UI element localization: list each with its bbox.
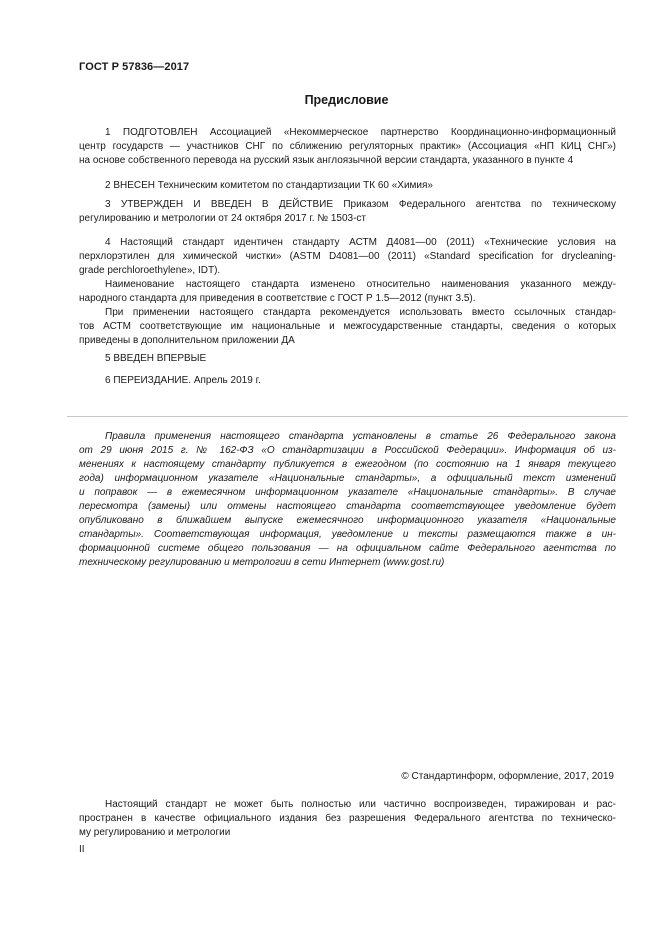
reproduction-line: Настоящий стандарт не может быть полностью или частично воспроизведен, тиражирован и рас- (105, 799, 616, 810)
item-line: 1 ПОДГОТОВЛЕН Ассоциацией «Некоммерческое партнерство Координационно-информационный (105, 127, 616, 138)
foreword-item-4 (79, 236, 616, 348)
page-title (0, 93, 661, 107)
reproduction-notice (79, 798, 616, 840)
item-line: центр государств — участников СНГ по сближению регуляторных практик» (Ассоциация «НП КИЦ СНГ») (79, 141, 616, 152)
notice-line: стандарты». Соответствующая информация, уведомление и тексты размещаются также в ин- (79, 529, 616, 540)
item-line: на основе собственного перевода на русский язык англоязычной версии стандарта, указанного в пункте 4 (79, 155, 574, 166)
notice-line: формационной системе общего пользования — на официальном сайте Федерального агентства по (79, 543, 616, 554)
notice-line: опубликовано в ближайшем выпуске ежемесячного информационного указателя «Национальные (79, 515, 616, 526)
item-line: приведены в дополнительном приложении ДА (79, 335, 295, 346)
standard-number: ГОСТ Р 57836—2017 (79, 61, 190, 73)
item-line: grade perchloroethylene», IDT). (79, 265, 221, 276)
item-line: Наименование настоящего стандарта изменено относительно наименования указанного между- (105, 279, 616, 290)
notice-line: менениях к настоящему стандарту публикуется в ежегодном (по состоянию на 1 января текущего (79, 459, 616, 470)
item-line: 4 Настоящий стандарт идентичен стандарту АСТМ Д4081—00 (2011) «Технические условия на (105, 237, 616, 248)
notice-line: от 29 июня 2015 г. № 162-ФЗ «О стандартизации в Российской Федерации». Информация об из- (79, 445, 616, 456)
item-line: При применении настоящего стандарта рекомендуется использовать вместо ссылочных стандар- (105, 307, 616, 318)
item-line: 3 УТВЕРЖДЕН И ВВЕДЕН В ДЕЙСТВИЕ Приказом Федерального агентства по техническому (105, 199, 616, 210)
notice-line: Правила применения настоящего стандарта установлены в статье 26 Федерального закона (105, 431, 616, 442)
page-number: II (79, 844, 85, 855)
notice-line: и поправок — в ежемесячном информационном указателе «Национальные стандарты». В случае (79, 487, 616, 498)
item-line: тов АСТМ соответствующие им национальные и межгосударственные стандарты, сведения о которых (79, 321, 616, 332)
foreword-item-5 (79, 352, 616, 366)
separator-rule (67, 416, 628, 417)
copyright: © Стандартинформ, оформление, 2017, 2019 (401, 771, 614, 782)
item-line: регулированию и метрологии от 24 октября 2017 г. № 1503-ст (79, 213, 366, 224)
item-line: народного стандарта для приведения в соответствие с ГОСТ Р 1.5—2012 (пункт 3.5). (79, 293, 476, 304)
page-title-text: Предисловие (304, 93, 389, 107)
item-line: перхлорэтилен для химической чистки» (ASTM D4081—00 (2011) «Standard specification for drycleaning- (79, 251, 616, 262)
foreword-item-2 (79, 179, 616, 193)
item-line: 6 ПЕРЕИЗДАНИЕ. Апрель 2019 г. (105, 375, 261, 386)
notice-line: года) информационном указателе «Национальные стандарты», а официальный текст изменений (79, 473, 616, 484)
notice-line: пересмотра (замены) или отмены настоящего стандарта соответствующее уведомление будет (79, 501, 616, 512)
item-line: 2 ВНЕСЕН Техническим комитетом по стандартизации ТК 60 «Химия» (105, 180, 433, 191)
foreword-item-6 (79, 374, 616, 388)
reproduction-line: му регулированию и метрологии (79, 827, 231, 838)
foreword-item-3 (79, 198, 616, 226)
notice-line: техническому регулированию и метрологии в сети Интернет (www.gost.ru) (79, 557, 445, 568)
standard-application-notice (79, 430, 616, 570)
reproduction-line: пространен в качестве официального издания без разрешения Федерального агентства по техническо- (79, 813, 616, 824)
foreword-item-1 (79, 126, 616, 168)
item-line: 5 ВВЕДЕН ВПЕРВЫЕ (105, 353, 207, 364)
